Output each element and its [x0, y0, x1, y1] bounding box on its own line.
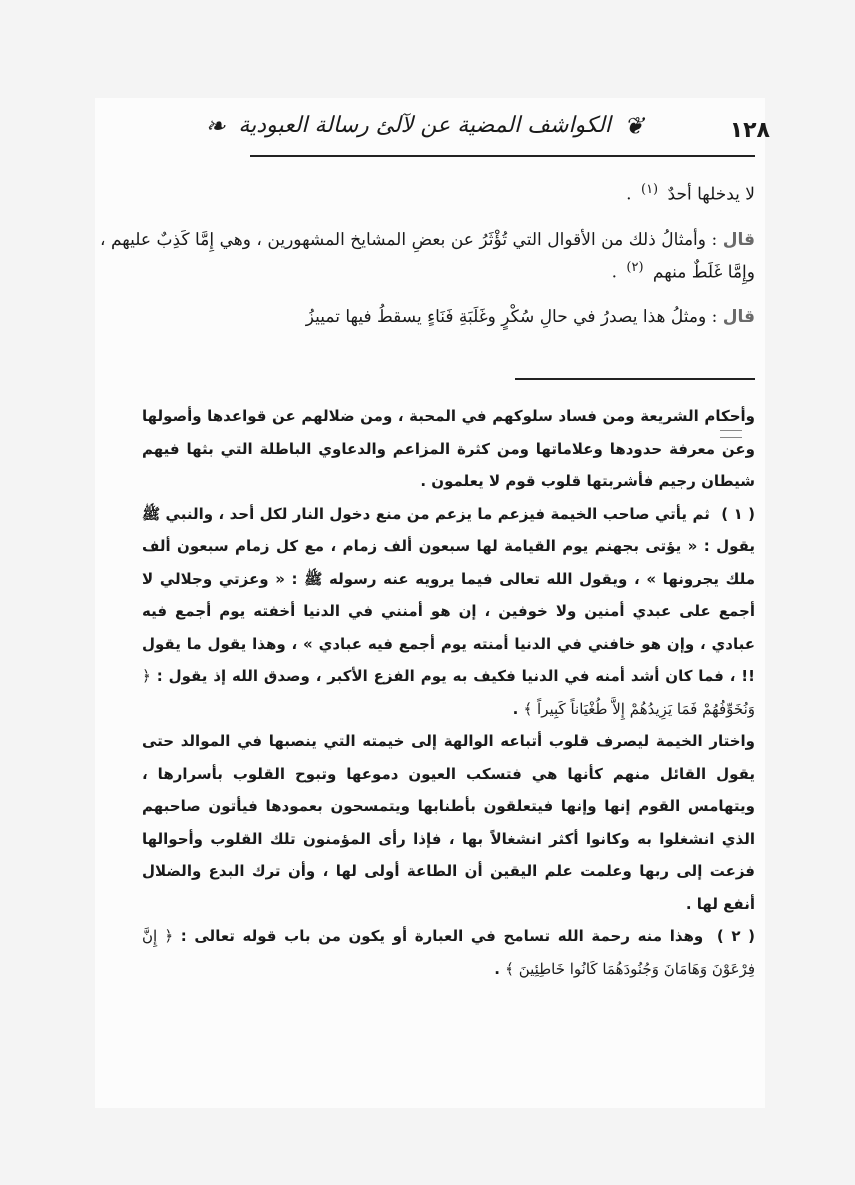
main-text [100, 176, 755, 348]
footnote-number: ( ١ ) [721, 504, 755, 523]
text: : وأمثالُ ذلك من الأقوال التي تُؤْثَرُ عن بعضِ المشايخ المشهورين ، وهي إِمَّا كَذِبٌ عليهم ، وإِمَّا غَلَطٌ منهم [100, 229, 755, 283]
keyword-qala: قال [722, 229, 756, 250]
header-rule [250, 155, 755, 157]
ornament-icon: ❧ [205, 112, 226, 140]
footnotes [142, 400, 755, 985]
running-title: الكواشف المضية عن لآلئ رسالة العبودية [238, 113, 611, 138]
footnote-2 [142, 920, 755, 985]
text: ثم يأتي صاحب الخيمة فيزعم ما يزعم من منع دخول النار لكل أحد ، والنبي ﷺ يقول : « يؤتى بجهنم يوم القيامة لها سبعون ألف زمام ، مع كل زمام سبعون ألف ملك يجرونها » ، ويقول الله تعالى فيما يرويه عنه رسوله ﷺ : « وعزتي وجلالي لا أجمع على عبدي أمنين ولا خوفين ، إن هو أمنني في الدنيا أخفته يوم أجمع فيه عبادي ، وإن هو خافني في الدنيا أمنته يوم أجمع فيه عبادي » ، وهذا يقول ما يقول !! ، فما كان أشد أمنه في الدنيا فكيف به يوم الفزع الأكبر ، وصدق الله إذ يقول : [142, 504, 755, 685]
running-title-block [205, 112, 650, 140]
footnote-1 [142, 498, 755, 726]
quran-quote: ﴿ إِنَّ فِرْعَوْنَ وَهَامَانَ وَجُنُودَهُمَا كَانُوا خَاطِئِينَ ﴾ [142, 927, 755, 978]
text: لا يدخلها أحدٌ [667, 184, 755, 205]
footnote-1-continuation: واختار الخيمة ليصرف قلوب أتباعه الوالهة إلى خيمته التي ينصبها في الموالد حتى يقول القائل منهم كأنها هي فتسكب العيون دموعها وتبوح القلوب بأسرارها ، ويتهامس القوم إنها وإنها فيتعلقون بأطنابها ويتمسحون بعمودها فيأتون صاحبهم الذي انشغلوا به وكانوا أكثر انشغالاً بها ، فإذا رأى المؤمنون تلك القلوب وأحوالها فزعت إلى ربها وعلمت علم اليقين أن الطاعة أولى لها ، وأن ترك البدع والضلال أنفع لها . [142, 732, 755, 913]
footnote-continuation: وأحكام الشريعة ومن فساد سلوكهم في المحبة ، ومن ضلالهم عن قواعدها وأصولها وعن معرفة حدودها وعلاماتها ومن كثرة المزاعم والدعاوي الباطلة التي بثها فيهم شيطان رجيم فأشربتها قلوب قوم لا يعلمون . [142, 407, 755, 490]
paragraph [100, 176, 755, 209]
text: . [611, 262, 617, 283]
paragraph [100, 226, 755, 287]
footnote-separator [515, 378, 755, 380]
quran-quote: ﴿ وَنُخَوِّفُهُمْ فَمَا يَزِيدُهُمْ إِلاَّ طُغْيَاناً كَبِيراً ﴾ [142, 667, 755, 718]
footnote-ref: (١) [640, 182, 659, 197]
footnote-ref: (٢) [626, 259, 644, 275]
footnote-number: ( ٢ ) [716, 927, 755, 945]
running-header [205, 112, 770, 160]
ornament-icon: ❦ [623, 112, 644, 140]
text: . [494, 959, 500, 978]
text: . [512, 699, 519, 718]
text: : ومثلُ هذا يصدرُ في حالِ سُكْرٍ وغَلَبَةِ فَنَاءٍ يسقطُ فيها تمييزُ [305, 307, 718, 328]
keyword-qala: قال [722, 307, 755, 328]
page-number: ١٢٨ [729, 118, 770, 143]
text: . [626, 184, 632, 205]
paragraph [100, 303, 755, 331]
text: وهذا منه رحمة الله تسامح في العبارة أو يكون من باب قوله تعالى : [180, 927, 704, 945]
